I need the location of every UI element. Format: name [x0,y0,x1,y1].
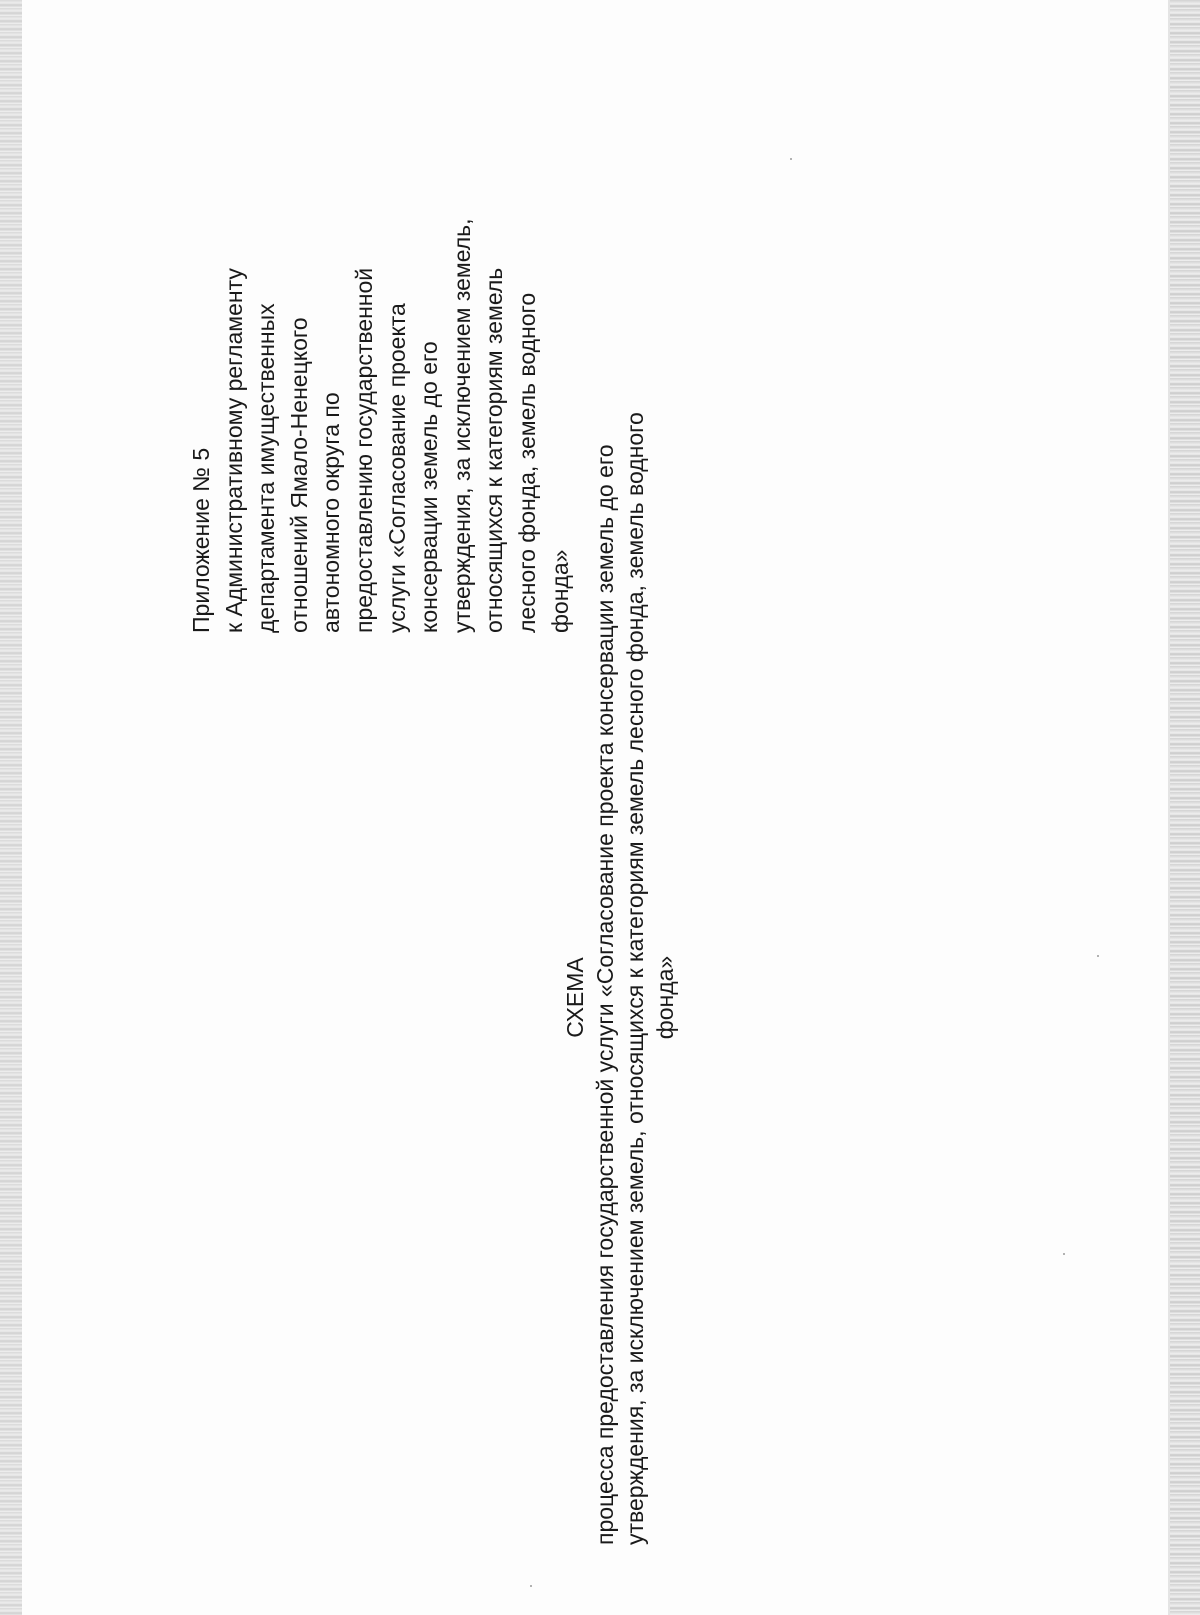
appendix-line: лесного фонда, земель водного [513,292,540,633]
scan-speck [530,1585,532,1587]
appendix-line: утверждения, за исключением земель, [448,218,475,633]
appendix-line: отношений Ямало-Ненецкого [285,317,312,633]
scheme-subtitle-line: процесса предоставления государственной услуги «Согласование проекта консервации земель до его [592,444,618,1545]
appendix-line: предоставлению государственной [350,267,377,633]
scheme-subtitle-line: фонда» [652,955,678,1040]
scan-speck [790,158,792,160]
appendix-line: услуги «Согласование проекта [383,303,410,633]
appendix-block [185,128,576,633]
appendix-line: Приложение № 5 [188,447,214,633]
appendix-line: фонда» [546,549,573,633]
appendix-line: департамента имущественных [253,303,280,633]
appendix-line: к Административному регламенту [220,268,247,633]
scan-edge-right [1170,0,1200,1615]
appendix-line: относящихся к категориям земель [481,267,508,633]
appendix-line: автономного округа по [318,392,345,633]
scheme-block [560,412,680,1545]
appendix-line: консервации земель до его [416,341,443,633]
scan-speck [1063,1253,1065,1255]
scan-speck [1097,955,1099,957]
scheme-subtitle-line: утверждения, за исключением земель, относящихся к категориям земель лесного фонда, земель водного [622,412,648,1545]
scan-edge-left [0,0,22,1615]
scheme-title: СХЕМА [562,957,588,1038]
